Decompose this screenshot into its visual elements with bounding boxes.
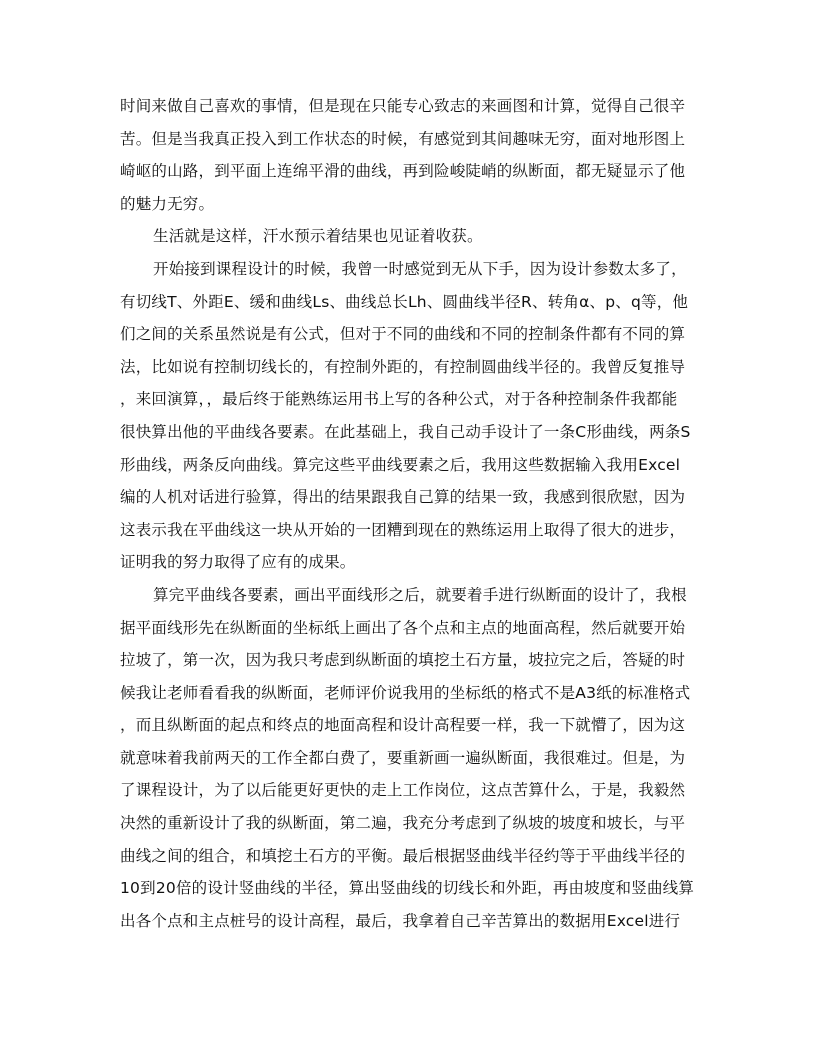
text-line: 时间来做自己喜欢的事情，但是现在只能专心致志的来画图和计算，觉得自己很辛 [120, 97, 686, 115]
paragraph-first-line: 开始接到课程设计的时候，我曾一时感觉到无从下手，因为设计参数太多了， [153, 259, 687, 278]
text-line: 候我让老师看看我的纵断面，老师评价说我用的坐标纸的格式不是A3纸的标准格式 [120, 683, 691, 702]
text-line: 这表示我在平曲线这一块从开始的一团糟到现在的熟练运用上取得了很大的进步， [120, 520, 686, 539]
text-line: 就意味着我前两天的工作全都白费了，要重新画一遍纵断面，我很难过。但是，为 [120, 748, 686, 767]
paragraph-first-line: 生活就是这样，汗水预示着结果也见证着收获。 [153, 227, 483, 246]
text-line: 法，比如说有控制切线长的，有控制外距的，有控制圆曲线半径的。我曾反复推导 [120, 357, 686, 376]
text-line: 形曲线，两条反向曲线。算完这些平曲线要素之后，我用这些数据输入我用Excel [120, 455, 681, 474]
text-line: 决然的重新设计了我的纵断面，第二遍，我充分考虑到了纵坡的坡度和坡长，与平 [120, 814, 686, 833]
text-line: 很快算出他的平曲线各要素。在此基础上，我自己动手设计了一条C形曲线，两条S [120, 422, 691, 441]
text-line: 崎岖的山路，到平面上连绵平滑的曲线，再到险峻陡峭的纵断面，都无疑显示了他 [120, 162, 686, 181]
paragraph-first-line: 算完平曲线各要素，画出平面线形之后，就要着手进行纵断面的设计了，我根 [153, 585, 687, 604]
text-line: 证明我的努力取得了应有的成果。 [120, 553, 356, 572]
text-line: 拉坡了，第一次，因为我只考虑到纵断面的填挖土石方量，坡拉完之后，答疑的时 [120, 651, 686, 670]
text-line: 据平面线形先在纵断面的坐标纸上画出了各个点和主点的地面高程，然后就要开始 [120, 618, 686, 637]
text-line: 的魅力无穷。 [120, 194, 215, 213]
text-line: 了课程设计，为了以后能更好更快的走上工作岗位，这点苦算什么，于是，我毅然 [120, 781, 686, 800]
text-line: 曲线之间的组合，和填挖土石方的平衡。最后根据竖曲线半径约等于平曲线半径的 [120, 846, 686, 865]
text-line: 10到20倍的设计竖曲线的半径，算出竖曲线的切线长和外距，再由坡度和竖曲线算 [120, 879, 695, 898]
text-line: 有切线T、外距E、缓和曲线Ls、曲线总长Lh、圆曲线半径R、转角α、p、q等，他 [120, 292, 689, 311]
text-line: 编的人机对话进行验算，得出的结果跟我自己算的结果一致，我感到很欣慰，因为 [120, 488, 686, 507]
text-line: 苦。但是当我真正投入到工作状态的时候，有感觉到其间趣味无穷，面对地形图上 [120, 129, 686, 148]
text-line: 出各个点和主点桩号的设计高程，最后，我拿着自己辛苦算出的数据用Excel进行 [120, 911, 681, 930]
text-line: ，来回演算，，最后终于能熟练运用书上写的各种公式，对于各种控制条件我都能 [120, 390, 678, 409]
text-line: ，而且纵断面的起点和终点的地面高程和设计高程要一样，我一下就懵了，因为这 [120, 716, 686, 735]
text-line: 们之间的关系虽然说是有公式，但对于不同的曲线和不同的控制条件都有不同的算 [120, 325, 686, 344]
body-text [120, 90, 700, 937]
